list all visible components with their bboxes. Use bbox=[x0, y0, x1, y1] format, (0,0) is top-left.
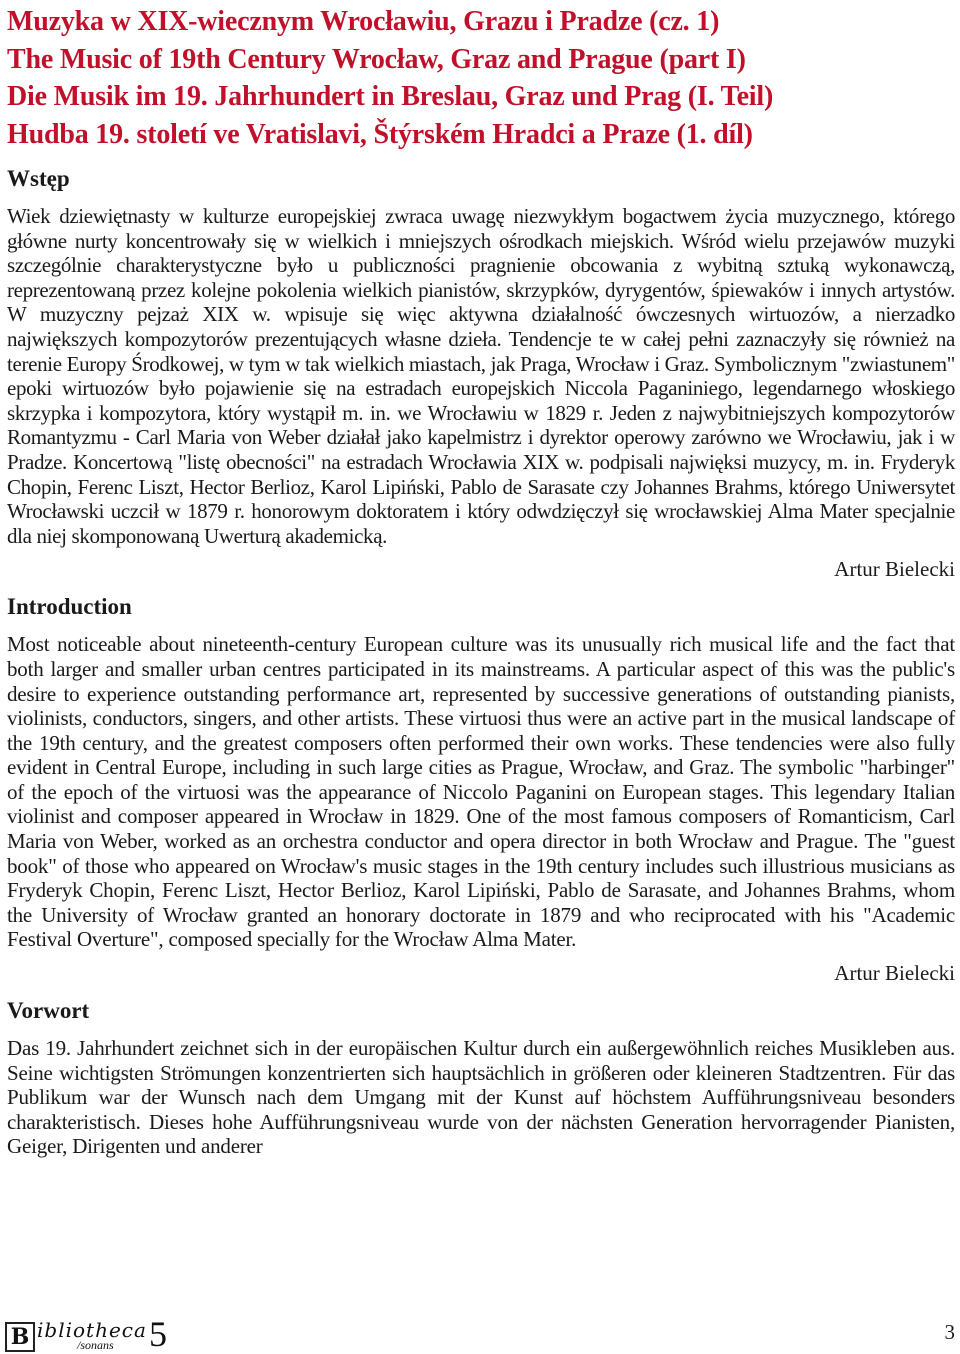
title-czech: Hudba 19. století ve Vratislavi, Štýrském Hradci a Praze (1. díl) bbox=[7, 118, 753, 150]
section-english bbox=[7, 592, 955, 986]
document-page bbox=[7, 0, 955, 1159]
logo-text bbox=[37, 1316, 147, 1352]
author-polish: Artur Bielecki bbox=[834, 557, 955, 582]
logo-mark-icon: B bbox=[5, 1322, 35, 1352]
heading-introduction: Introduction bbox=[7, 594, 132, 620]
paragraph-german: Das 19. Jahrhundert zeichnet sich in der europäischen Kultur durch ein außergewöhnlich reiches Musikleben aus. Seine wichtigsten Strömungen konzentrierten sich hauptsächlich in größeren oder kleineren Stadtzentren. Für das Publikum war der Wunsch nach dem Umgang mit der Kunst auf höchstem Aufführungsniveau besonders charakteristisch. Dieses hohe Aufführungsniveau wurde von der nächsten Generation hervorragender Pianisten, Geiger, Dirigenten und anderer bbox=[7, 1036, 955, 1159]
section-german bbox=[7, 996, 955, 1159]
logo-volume-number: 5 bbox=[149, 1314, 167, 1354]
paragraph-english: Most noticeable about nineteenth-century European culture was its unusually rich musical life and the fact that both larger and smaller urban centres participated in its mainstreams. A particular aspect of this was the public's desire to experience outstanding performance art, represented by successive generations of outstanding pianists, violinists, conductors, singers, and other artists. These virtuosi thus were an active part in the musical landscape of the 19th century, and the greatest composers often performed their own works. These tendencies were also fully evident in Central Europe, including in such large cities as Prague, Wrocław, and Graz. The symbolic "harbinger" of the epoch of the virtuosi was the appearance of Niccolo Paganini on European stages. This legendary Italian violinist and composer appeared in Wrocław in 1829. One of the most famous composers of Romanticism, Carl Maria von Weber, worked as an orchestra conductor and opera director in both Wrocław and Prague. The "guest book" of those who appeared on Wrocław's music stages in the 19th century includes such illustrious musicians as Fryderyk Chopin, Ferenc Liszt, Hector Berlioz, Karol Lipiński, Pablo de Sarasate, and Johannes Brahms, whom the University of Wrocław granted an honorary doctorate in 1879 and who reciprocated with his "Academic Festival Overture", composed specially for the Wrocław Alma Mater. bbox=[7, 632, 955, 952]
title-english: The Music of 19th Century Wrocław, Graz and Prague (part I) bbox=[7, 43, 746, 75]
title-block bbox=[7, 3, 955, 153]
heading-vorwort: Vorwort bbox=[7, 998, 90, 1024]
title-german: Die Musik im 19. Jahrhundert in Breslau, Graz und Prag (I. Teil) bbox=[7, 81, 774, 112]
page-footer bbox=[5, 1316, 955, 1354]
author-english: Artur Bielecki bbox=[834, 961, 955, 986]
heading-wstep: Wstęp bbox=[7, 166, 70, 191]
title-polish: Muzyka w XIX-wiecznym Wrocławiu, Grazu i Pradze (cz. 1) bbox=[7, 6, 720, 37]
section-polish bbox=[7, 164, 955, 582]
logo-subtitle: /sonans bbox=[77, 1338, 114, 1352]
logo-word: ibliotheca bbox=[37, 1318, 147, 1342]
paragraph-polish: Wiek dziewiętnasty w kulturze europejskiej zwraca uwagę niezwykłym bogactwem życia muzycznego, którego główne nurty koncentrowały się w wielkich i mniejszych ośrodkach miejskich. Wśród wielu przejawów muzyki szczególnie charakterystyczne było u publiczności pragnienie obcowania z wybitną sztuką wykonawczą, reprezentowaną przez kolejne pokolenia wielkich pianistów, skrzypków, dyrygentów, śpiewaków i innych artystów. W muzyczny pejzaż XIX w. wpisuje się więc aktywna działalność ówczesnych wirtuozów, a nierzadko największych kompozytorów prezentujących własne dzieła. Tendencje te w całej pełni zaznaczyły się również na terenie Europy Środkowej, w tym w tak wielkich miastach, jak Praga, Wrocław i Graz. Symbolicznym "zwiastunem" epoki wirtuozów było pojawienie się na estradach europejskich Niccola Paganiniego, legendarnego włoskiego skrzypka i kompozytora, który wystąpił m. in. we Wrocławiu w 1829 r. Jeden z najwybitniejszych kompozytorów Romantyzmu - Carl Maria von Weber działał jako kapelmistrz i dyrektor operowy zarówno we Wrocławiu, jak i w Pradze. Koncertową "listę obecności" na estradach Wrocławia XIX w. podpisali najwięksi muzycy, m. in. Fryderyk Chopin, Ferenc Liszt, Hector Berlioz, Karol Lipiński, Pablo de Sarasate czy Johannes Brahms, którego Uniwersytet Wrocławski uczcił w 1879 r. honorowym doktoratem i który odwdzięczył się wrocławskiej Alma Mater specjalnie dla niej skomponowaną Uwerturą akademicką. bbox=[7, 204, 955, 548]
bibliotheca-sonans-logo bbox=[5, 1316, 167, 1352]
page-number: 3 bbox=[944, 1320, 955, 1344]
